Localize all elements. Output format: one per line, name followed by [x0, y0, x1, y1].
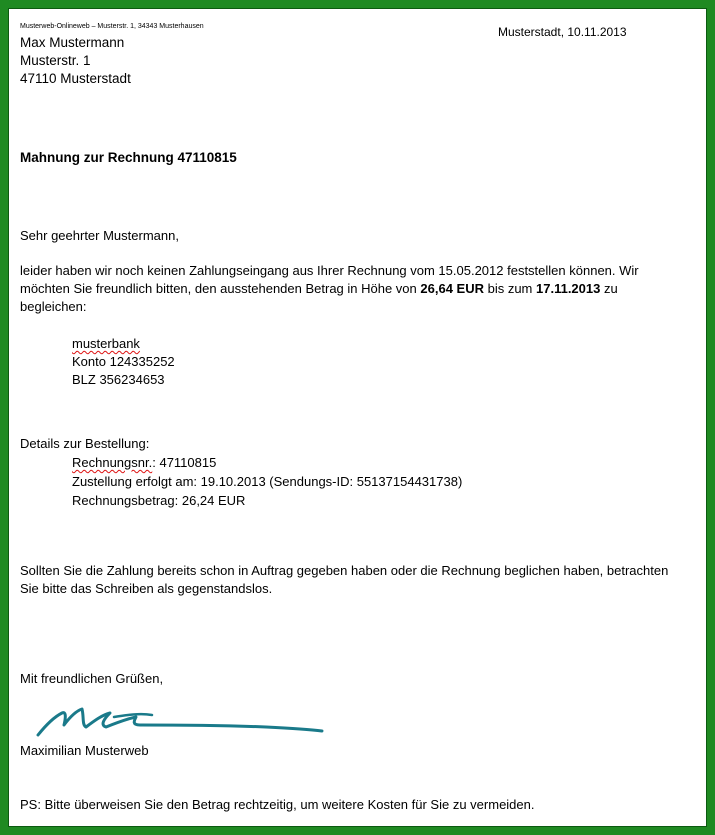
- signature-name: Maximilian Musterweb: [20, 743, 149, 758]
- bank-name: [72, 334, 140, 353]
- bank-blz: BLZ 356234653: [72, 372, 165, 387]
- sender-return-address: Musterweb-Onlineweb – Musterstr. 1, 34343 Musterhausen: [20, 23, 204, 30]
- details-heading: Details zur Bestellung:: [20, 436, 150, 451]
- recipient-city: 47110 Musterstadt: [20, 71, 131, 86]
- body-line-2-start: möchten Sie freundlich bitten, den ausstehenden Betrag in Höhe von: [20, 281, 421, 296]
- due-amount: 26,64 EUR: [420, 281, 484, 296]
- body-line-2-end: zu: [600, 281, 618, 296]
- details-delivery: Zustellung erfolgt am: 19.10.2013 (Sendungs-ID: 55137154431738): [72, 474, 463, 489]
- body-line-1: leider haben wir noch keinen Zahlungseingang aus Ihrer Rechnung vom 15.05.2012 feststellen können. Wir: [20, 263, 639, 278]
- details-invoice-number: [72, 453, 216, 472]
- closing-note-line-2: Sie bitte das Schreiben als gegenstandslos.: [20, 581, 273, 596]
- greeting: Mit freundlichen Grüßen,: [20, 671, 164, 686]
- details-invoice-value: : 47110815: [152, 455, 217, 470]
- due-date: 17.11.2013: [536, 281, 601, 296]
- details-amount: Rechnungsbetrag: 26,24 EUR: [72, 493, 246, 508]
- recipient-name: Max Mustermann: [20, 35, 125, 50]
- body-line-2-mid: bis zum: [483, 281, 536, 296]
- details-invoice-label: Rechnungsnr.: [72, 455, 153, 470]
- postscript: PS: Bitte überweisen Sie den Betrag rechtzeitig, um weitere Kosten für Sie zu vermeiden.: [20, 797, 535, 812]
- bank-account: Konto 124335252: [72, 354, 175, 369]
- salutation: Sehr geehrter Mustermann,: [20, 228, 179, 243]
- body-line-3: begleichen:: [20, 299, 87, 314]
- bank-name-text: musterbank: [72, 336, 140, 351]
- body-line-2: [20, 280, 618, 298]
- letter-date: Musterstadt, 10.11.2013: [498, 25, 627, 39]
- closing-note-line-1: Sollten Sie die Zahlung bereits schon in Auftrag gegeben haben oder die Rechnung beglichen haben, betrachten: [20, 563, 669, 578]
- letter-subject: Mahnung zur Rechnung 47110815: [20, 150, 237, 165]
- handwritten-signature: [36, 703, 336, 743]
- recipient-street: Musterstr. 1: [20, 53, 91, 68]
